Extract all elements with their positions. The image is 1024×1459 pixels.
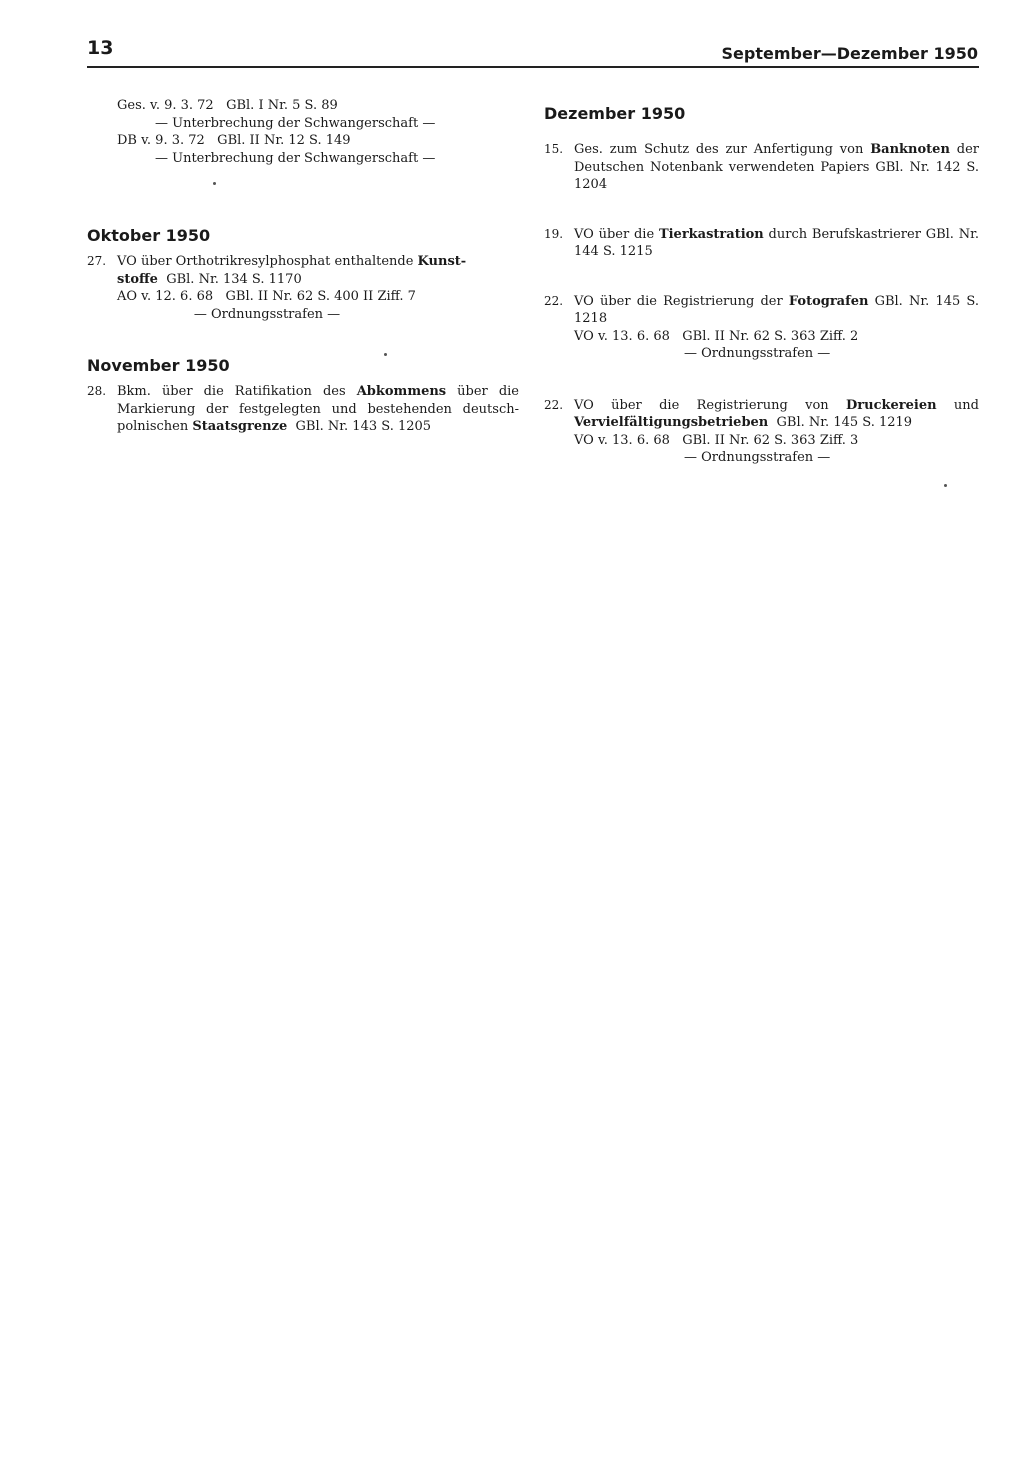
entry-15: [544, 141, 979, 194]
entry-keyword: Abkommens: [356, 384, 447, 399]
header-rule: [87, 66, 979, 68]
entry-keyword: stoffe: [117, 271, 158, 287]
entry-citation: GBl. Nr. 143 S. 1205: [295, 419, 432, 434]
entry-citation: GBl. Nr. 145 S. 1219: [776, 415, 913, 430]
entry-text-part: der Deutschen Notenbank verwendeten Papiers GBl. Nr. 142 S. 1204: [574, 142, 979, 192]
entry-number: 22.: [544, 397, 564, 412]
entry-text-part: Bkm. über die Ratifikation des: [117, 384, 357, 399]
heading-dezember: Dezember 1950: [544, 104, 686, 123]
scan-speck: [213, 182, 216, 185]
entry-22a-reference: VO v. 13. 6. 68 GBl. II Nr. 62 S. 363 Ziff. 2: [574, 328, 859, 344]
entry-22a: [544, 293, 979, 328]
intro-line-2: — Unterbrechung der Schwangerschaft —: [155, 115, 436, 131]
entry-text-part: VO über die Registrierung der: [574, 293, 789, 309]
entry-keyword: Druckereien: [846, 397, 937, 413]
entry-keyword: Kunst-: [417, 254, 467, 269]
entry-text-part: über die Markierung der festgelegten und bestehenden deutsch-polnischen: [117, 384, 519, 434]
entry-text-part: VO über die Registrierung von: [574, 397, 847, 413]
running-head: September—Dezember 1950: [721, 44, 978, 63]
entry-text: [574, 293, 979, 328]
entry-text-part: und: [936, 397, 979, 413]
right-column: [544, 103, 979, 467]
scan-speck: [944, 484, 947, 487]
entry-22b: [544, 397, 979, 432]
entry-19: [544, 226, 979, 261]
entry-number: 28.: [87, 384, 107, 398]
entry-text-part: VO über Orthotrikresylphosphat enthaltende: [117, 254, 418, 269]
entry-text-part: durch Berufskastrierer GBl. Nr. 144 S. 1215: [574, 226, 979, 259]
entry-text-part: Ges. zum Schutz des zur Anfertigung von: [574, 142, 871, 157]
entry-28: [87, 383, 519, 436]
intro-line-4: — Unterbrechung der Schwangerschaft —: [155, 150, 436, 166]
entry-number: 19.: [544, 226, 564, 241]
entry-citation: GBl. Nr. 145 S. 1218: [574, 293, 979, 326]
entry-text: [117, 383, 519, 436]
entry-text: [574, 226, 979, 261]
scan-speck: [384, 353, 387, 356]
heading-oktober: Oktober 1950: [87, 226, 211, 245]
entry-27-reference: AO v. 12. 6. 68 GBl. II Nr. 62 S. 400 II Ziff. 7: [117, 289, 416, 304]
intro-line-1: Ges. v. 9. 3. 72 GBl. I Nr. 5 S. 89: [117, 98, 338, 113]
left-column: [87, 97, 519, 436]
page-number: 13: [87, 37, 114, 59]
entry-number: 27.: [87, 254, 107, 268]
entry-number: 15.: [544, 142, 564, 156]
intro-line-3: DB v. 9. 3. 72 GBl. II Nr. 12 S. 149: [117, 133, 351, 148]
entry-keyword: Staatsgrenze: [192, 419, 288, 434]
entry-keyword: Banknoten: [870, 142, 950, 157]
entry-keyword: Vervielfältigungsbetrieben: [574, 415, 769, 430]
entry-text: [574, 397, 979, 432]
entry-22a-note: — Ordnungsstrafen —: [684, 346, 831, 361]
entry-number: 22.: [544, 293, 564, 308]
entry-text: [574, 141, 979, 194]
entry-22b-note: — Ordnungsstrafen —: [684, 450, 831, 465]
entry-keyword: Fotografen: [788, 293, 869, 309]
intro-references: [87, 97, 519, 167]
entry-text-part: VO über die: [574, 226, 659, 242]
entry-citation: GBl. Nr. 134 S. 1170: [166, 271, 302, 287]
entry-keyword: Tierkastration: [658, 226, 764, 242]
heading-november: November 1950: [87, 356, 230, 375]
entry-27-note: — Ordnungsstrafen —: [193, 306, 341, 322]
entry-22b-reference: VO v. 13. 6. 68 GBl. II Nr. 62 S. 363 Ziff. 3: [574, 432, 859, 448]
entry-text: [117, 253, 519, 288]
entry-27: [87, 253, 519, 288]
